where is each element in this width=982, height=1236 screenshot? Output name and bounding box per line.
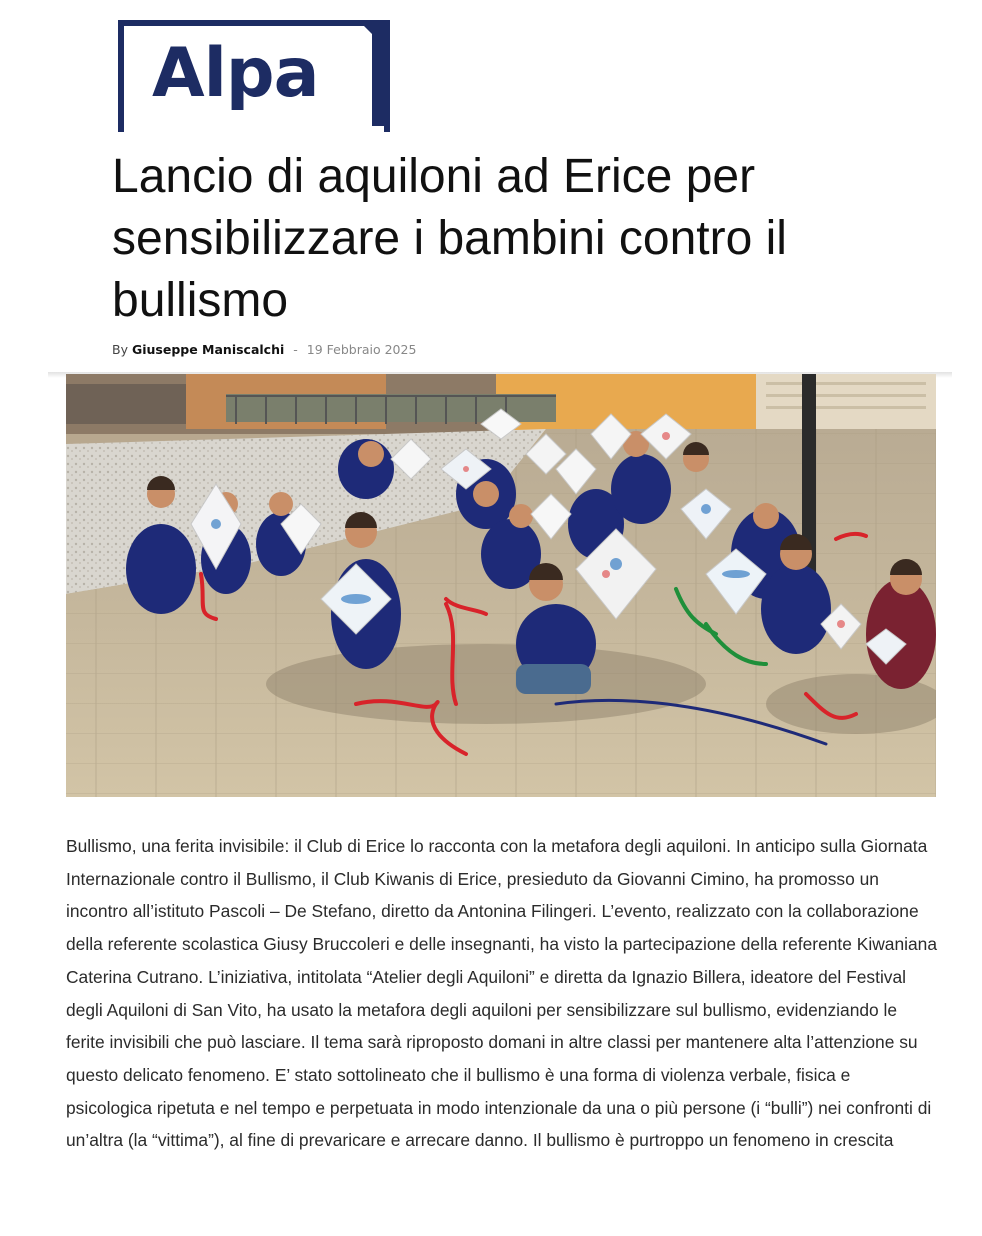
author-link[interactable]: Giuseppe Maniscalchi (131, 342, 285, 357)
children-with-kites-illustration (66, 374, 936, 797)
byline-separator: - (293, 342, 298, 357)
logo-mark-corner (358, 20, 380, 42)
site-logo[interactable] (118, 20, 390, 132)
byline (112, 341, 416, 359)
article-body: Bullismo, una ferita invisibile: il Club di Erice lo racconta con la metafora degli aquiloni. In anticipo sulla Giornata Internazionale contro il Bullismo, il Club Kiwanis di Erice, presieduto da Giovanni Cimino, ha promosso un incontro all’istituto Pascoli – De Stefano, diretto da Antonina Filingeri. L’evento, realizzato con la collaborazione della referente scolastica Giusy Bruccoleri e delle insegnanti, ha visto la partecipazione della referente Kiwaniana Caterina Cutrano. L’iniziativa, intitolata “Atelier degli Aquiloni” e diretta da Ignazio Billera, ideatore del Festival degli Aquiloni di San Vito, ha usato la metafora degli aquiloni per sensibilizzare sul bullismo, evidenziando le ferite invisibili che può lasciare. Il tema sarà riproposto domani in altre classi per mantenere alta l’attenzione su questo delicato fenomeno. E’ stato sottolineato che il bullismo è una forma di violenza verbale, fisica e psicologica ripetuta e nel tempo e perpetuata in modo intenzionale da una o più persone (i “bulli”) nei confronti di un’altra (la “vittima”), al fine di prevaricare e arrecare danno. Il bullismo è purtroppo un fenomeno in crescita (66, 836, 937, 1151)
publish-date: 19 Febbraio 2025 (306, 342, 417, 357)
logo-text: Alpa (152, 34, 319, 113)
article-title: Lancio di aquiloni ad Erice per sensibilizzare i bambini contro il bullismo (112, 150, 787, 327)
byline-prefix: By (112, 342, 128, 357)
article-photo (66, 374, 936, 797)
